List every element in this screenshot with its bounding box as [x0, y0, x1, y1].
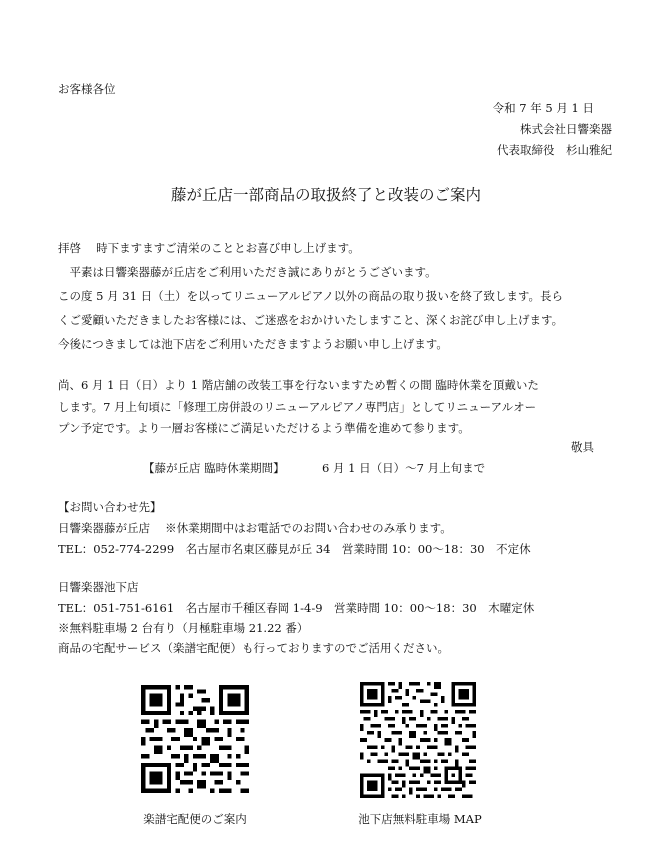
greeting: 拝啓 時下ますますご清栄のこととお喜び申し上げます。 [58, 241, 360, 255]
closure-period: 6 月 1 日（日）～7 月上旬まで [322, 461, 486, 475]
company-name: 株式会社日響楽器 [520, 122, 612, 136]
contact-heading: 【お問い合わせ先】 [58, 500, 162, 514]
qr-caption-parking: 池下店無料駐車場 MAP [358, 812, 482, 826]
signer: 代表取締役 杉山雅紀 [497, 143, 612, 157]
store2-name: 日響楽器池下店 [58, 580, 139, 594]
qr-code-icon [141, 685, 249, 793]
body-line: 今後につきましては池下店をご利用いただきますようお願い申し上げます。 [58, 337, 448, 351]
store1-name: 日響楽器藤が丘店 ※休業期間中はお電話でのお問い合わせのみ承ります。 [58, 521, 452, 535]
qr-code-sheet-music-delivery[interactable] [141, 685, 249, 793]
closure-label: 【藤が丘店 臨時休業期間】 [143, 461, 285, 475]
store1-info: TEL：052-774-2299 名古屋市名東区藤見が丘 34 営業時間 10：00～18：30 不定休 [58, 542, 531, 556]
store2-info: TEL：051-751-6161 名古屋市千種区春岡 1-4-9 営業時間 10：00～18：30 木曜定休 [58, 601, 535, 615]
issue-date: 令和 7 年 5 月 1 日 [492, 101, 594, 115]
closing: 敬具 [571, 440, 594, 454]
qr-caption-sheet-music: 楽譜宅配便のご案内 [143, 812, 247, 826]
body-line: くご愛顧いただきましたお客様には、ご迷惑をおかけいたしますこと、深くお詫び申し上げます。 [58, 313, 564, 327]
body-line: 平素は日響楽器藤が丘店をご利用いただき誠にありがとうございます。 [58, 265, 437, 279]
body-line: 尚、6 月 1 日（日）より 1 階店舗の改装工事を行ないますため暫くの間 臨時休業を頂戴いた [58, 378, 539, 392]
body-line: プン予定です。より一層お客様にご満足いただけるよう準備を進めて参ります。 [58, 421, 470, 435]
store2-parking: ※無料駐車場 2 台有り（月極駐車場 21.22 番） [58, 621, 309, 635]
body-line: この度 5 月 31 日（土）を以ってリニューアルピアノ以外の商品の取り扱いを終了致します。長ら [58, 289, 563, 303]
addressee: お客様各位 [58, 82, 116, 96]
delivery-note: 商品の宅配サービス（楽譜宅配便）も行っておりますのでご活用ください。 [58, 641, 449, 655]
qr-code-icon [360, 682, 476, 798]
body-line: します。7 月上旬頃に「修理工房併設のリニューアルピアノ専門店」としてリニューアルオー [58, 400, 537, 414]
document-title: 藤が丘店一部商品の取扱終了と改装のご案内 [170, 186, 481, 204]
qr-code-parking-map[interactable] [360, 682, 476, 798]
